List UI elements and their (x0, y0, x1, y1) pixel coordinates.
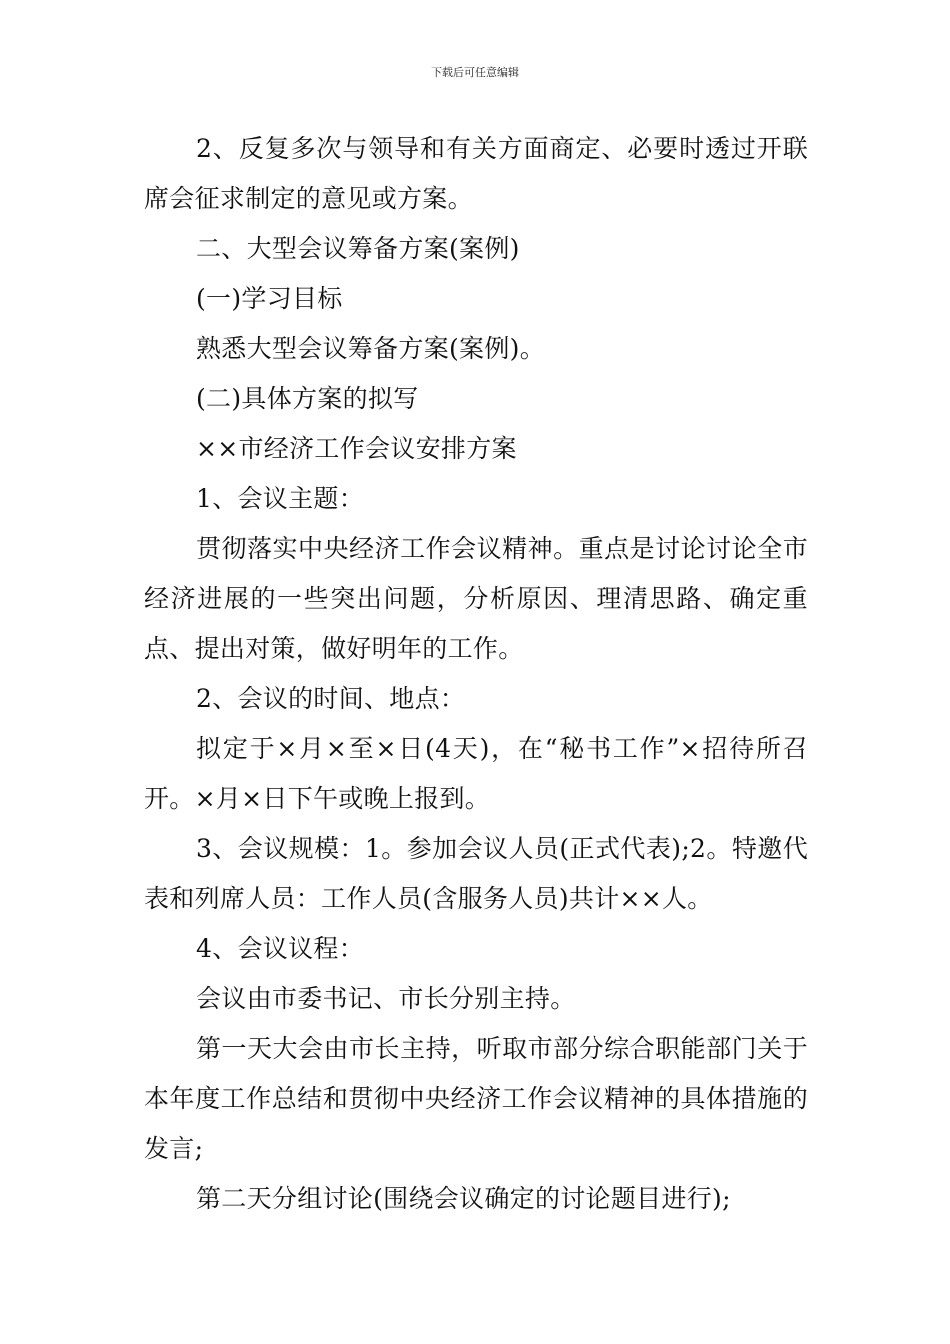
paragraph-consult: 2、反复多次与领导和有关方面商定、必要时透过开联席会征求制定的意见或方案。 (144, 134, 808, 213)
item-heading-theme: 1、会议主题： (196, 484, 365, 513)
paragraph-scale: 3、会议规模：1。参加会议人员(正式代表);2。特邀代表和列席人员：工作人员(含服务人员)共计××人。 (144, 834, 808, 913)
section-heading-large-meeting-plan: 二、大型会议筹备方案(案例) (196, 234, 520, 263)
paragraph-day-two: 第二天分组讨论(围绕会议确定的讨论题目进行); (196, 1184, 731, 1213)
paragraph-theme: 贯彻落实中央经济工作会议精神。重点是讨论讨论全市经济进展的一些突出问题，分析原因、理清思路、确定重点、提出对策，做好明年的工作。 (144, 534, 808, 663)
page-header: 下载后可任意编辑 (431, 66, 519, 79)
paragraph-agenda-hosts: 会议由市委书记、市长分别主持。 (196, 984, 576, 1013)
item-heading-time-place: 2、会议的时间、地点： (196, 684, 466, 713)
item-heading-agenda: 4、会议议程： (196, 934, 365, 963)
document-body (144, 124, 808, 1224)
paragraph-learning-goal: 熟悉大型会议筹备方案(案例)。 (196, 334, 546, 363)
subheading-learning-goal: (一)学习目标 (196, 284, 343, 313)
plan-title: ××市经济工作会议安排方案 (196, 434, 517, 463)
subheading-plan-drafting: (二)具体方案的拟写 (196, 384, 419, 413)
paragraph-day-one: 第一天大会由市长主持，听取市部分综合职能部门关于本年度工作总结和贯彻中央经济工作会议精神的具体措施的发言; (144, 1034, 808, 1163)
paragraph-time-place: 拟定于×月×至×日(4天)，在“秘书工作”×招待所召开。×月×日下午或晚上报到。 (144, 734, 808, 813)
